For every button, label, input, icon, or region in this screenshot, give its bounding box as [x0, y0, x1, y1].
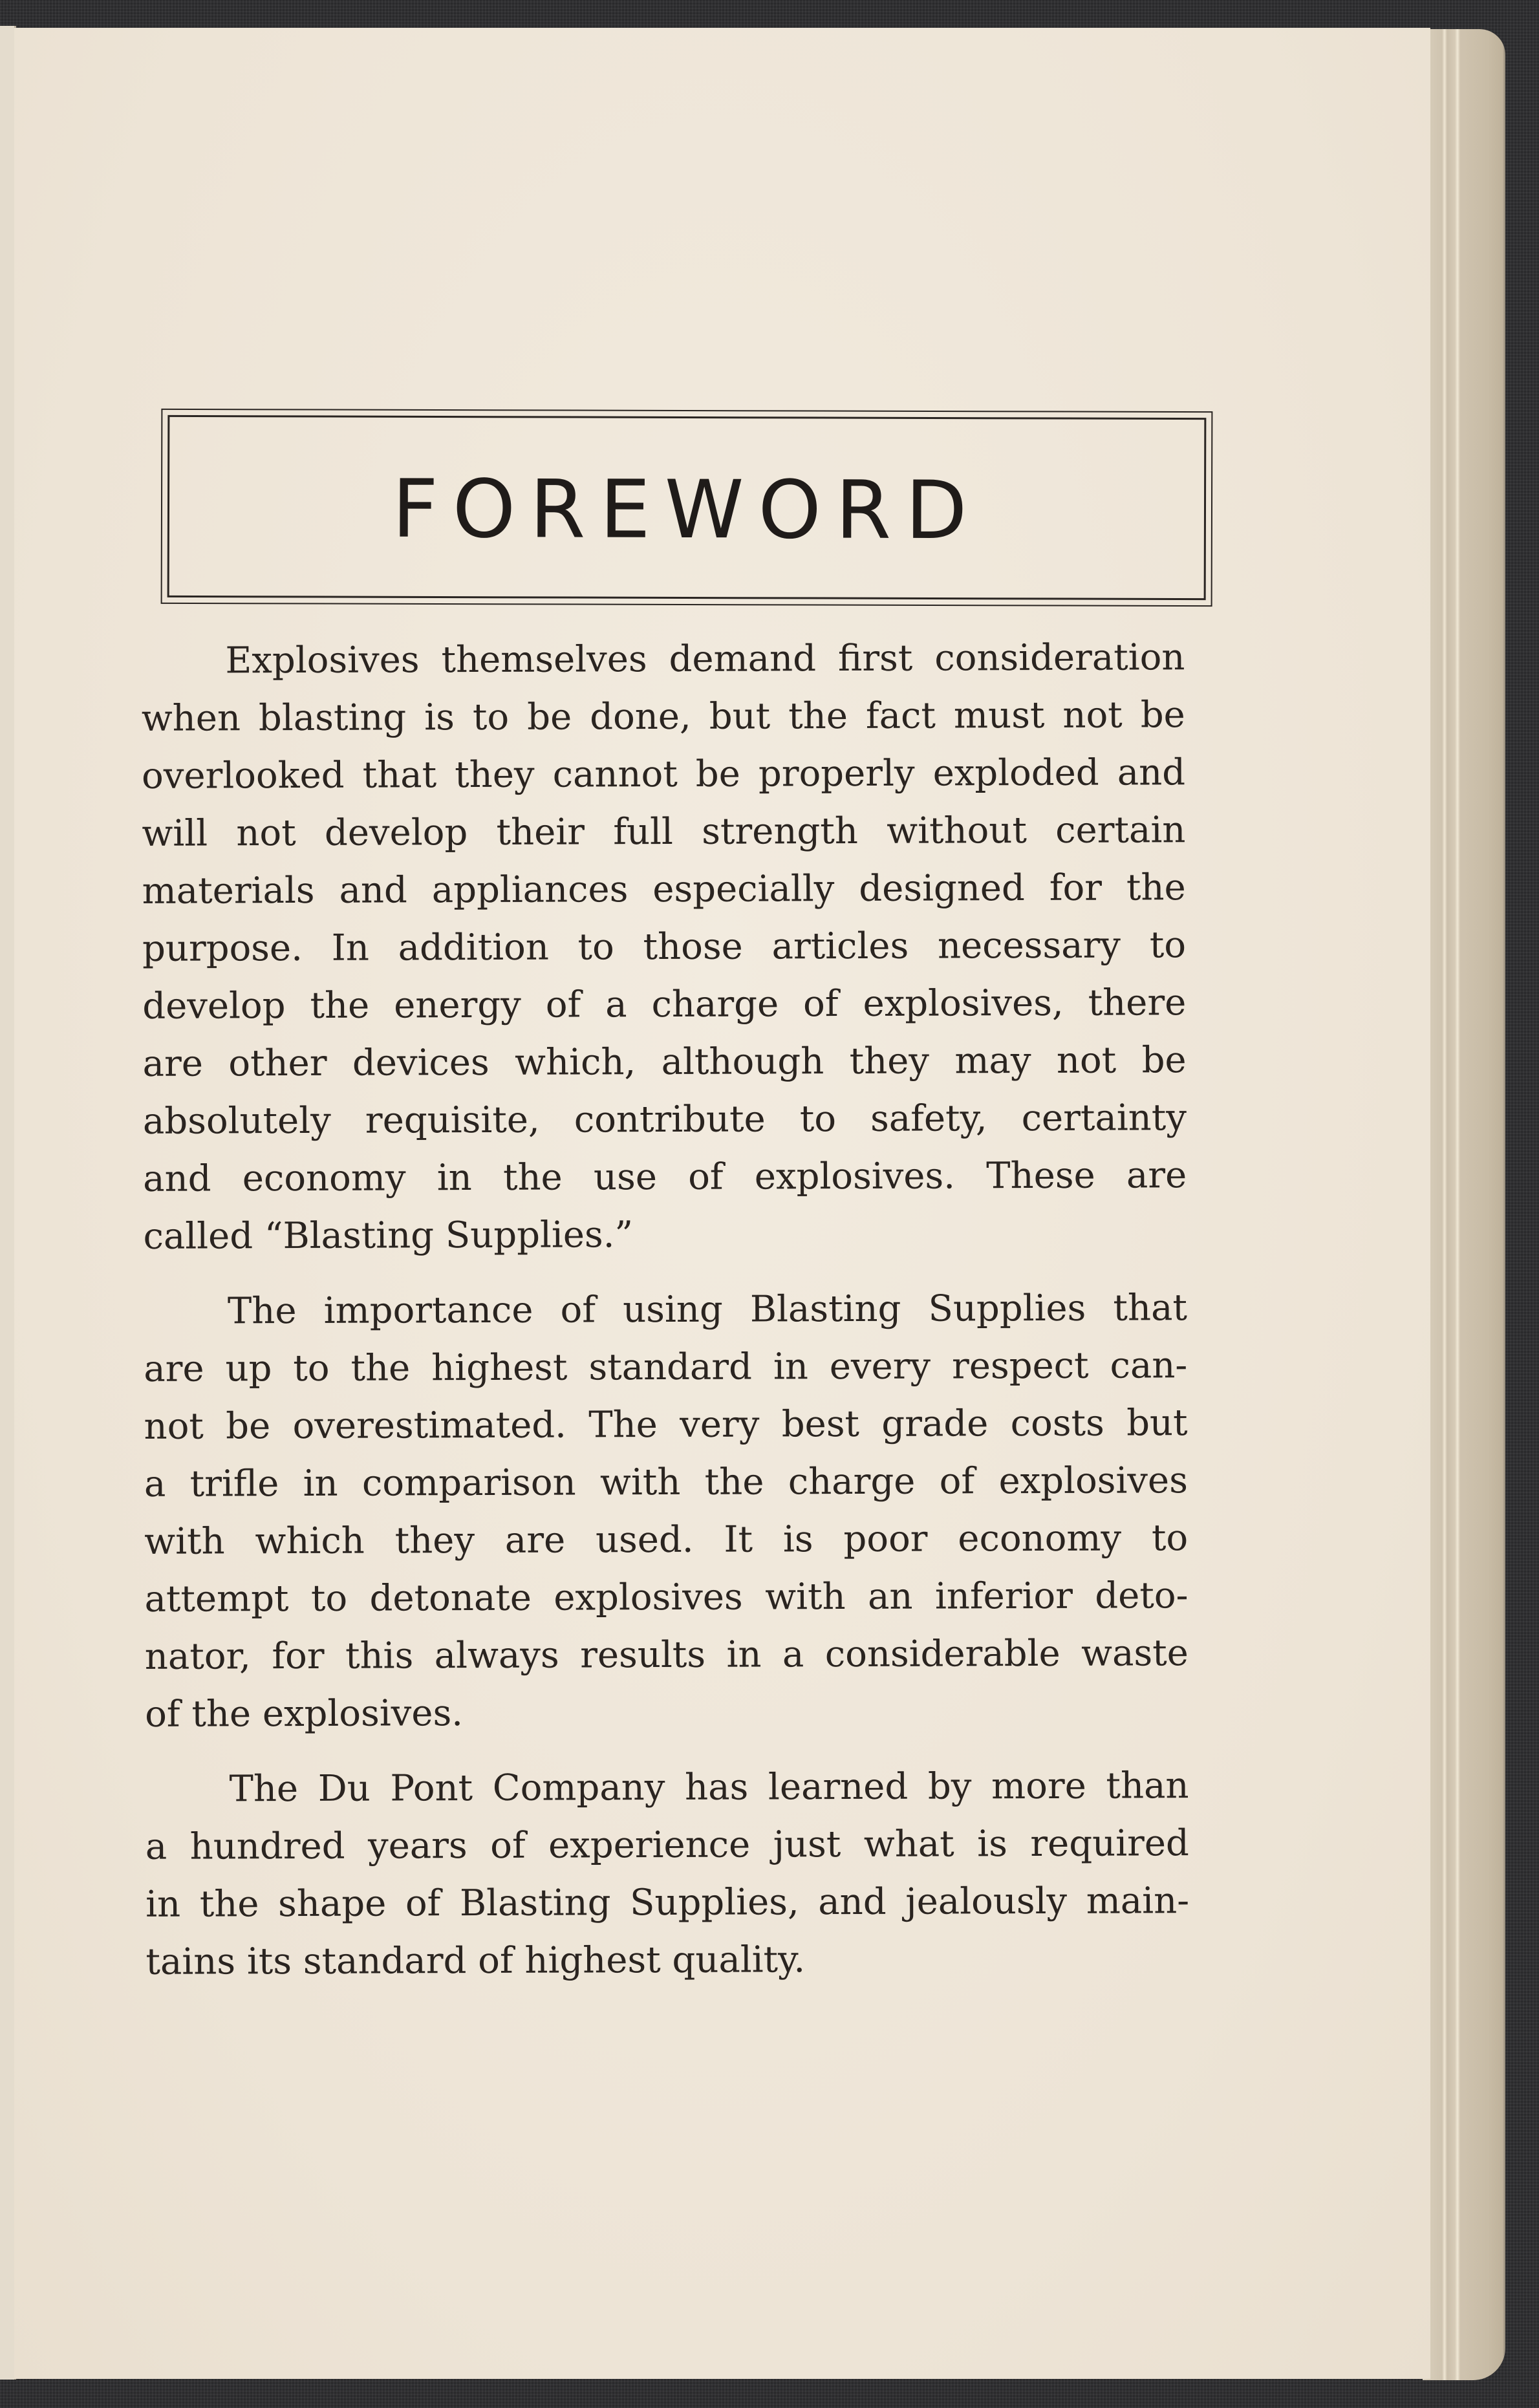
text-line: of the explosives. [145, 1692, 464, 1736]
text-line: are other devices which, although they may not be [142, 1039, 1187, 1085]
foreword-body [141, 629, 1189, 2008]
text-line: a hundred years of experience just what is required [145, 1822, 1189, 1868]
paragraph-2 [144, 1279, 1189, 1743]
text-line: develop the energy of a charge of explosives, there [142, 982, 1187, 1027]
text-line: purpose. In addition to those articles necessary to [142, 924, 1187, 970]
title-frame [167, 415, 1207, 600]
text-line: in the shape of Blasting Supplies, and jealously main- [145, 1880, 1190, 1926]
text-line: with which they are used. It is poor economy to [144, 1517, 1189, 1563]
text-line: overlooked that they cannot be properly exploded and [141, 751, 1186, 797]
text-line: will not develop their full strength without certain [142, 809, 1186, 855]
paragraph-1 [141, 629, 1187, 1265]
text-line: Explosives themselves demand first consideration [225, 636, 1185, 682]
page-stack-edges [1423, 29, 1505, 2380]
text-line: and economy in the use of explosives. These are [143, 1154, 1187, 1200]
text-line: tains its standard of highest quality. [145, 1939, 806, 1983]
text-line: The importance of using Blasting Supplies that [227, 1287, 1188, 1333]
text-line: materials and appliances especially designed for the [142, 866, 1186, 912]
text-line: The Du Pont Company has learned by more than [229, 1765, 1189, 1811]
text-line: nator, for this always results in a considerable waste [144, 1632, 1189, 1678]
text-line: are up to the highest standard in every respect can- [144, 1344, 1188, 1390]
text-line: called “Blasting Supplies.” [143, 1214, 634, 1258]
text-line: absolutely requisite, contribute to safety, certainty [142, 1097, 1187, 1143]
text-line: when blasting is to be done, but the fact must not be [141, 694, 1185, 740]
text-line: not be overestimated. The very best grade costs but [144, 1402, 1188, 1448]
text-line: attempt to detonate explosives with an inferior deto- [144, 1575, 1189, 1620]
text-line: a trifle in comparison with the charge of explosives [144, 1459, 1188, 1505]
page-title: FOREWORD [392, 462, 982, 558]
paragraph-3 [145, 1757, 1189, 1991]
